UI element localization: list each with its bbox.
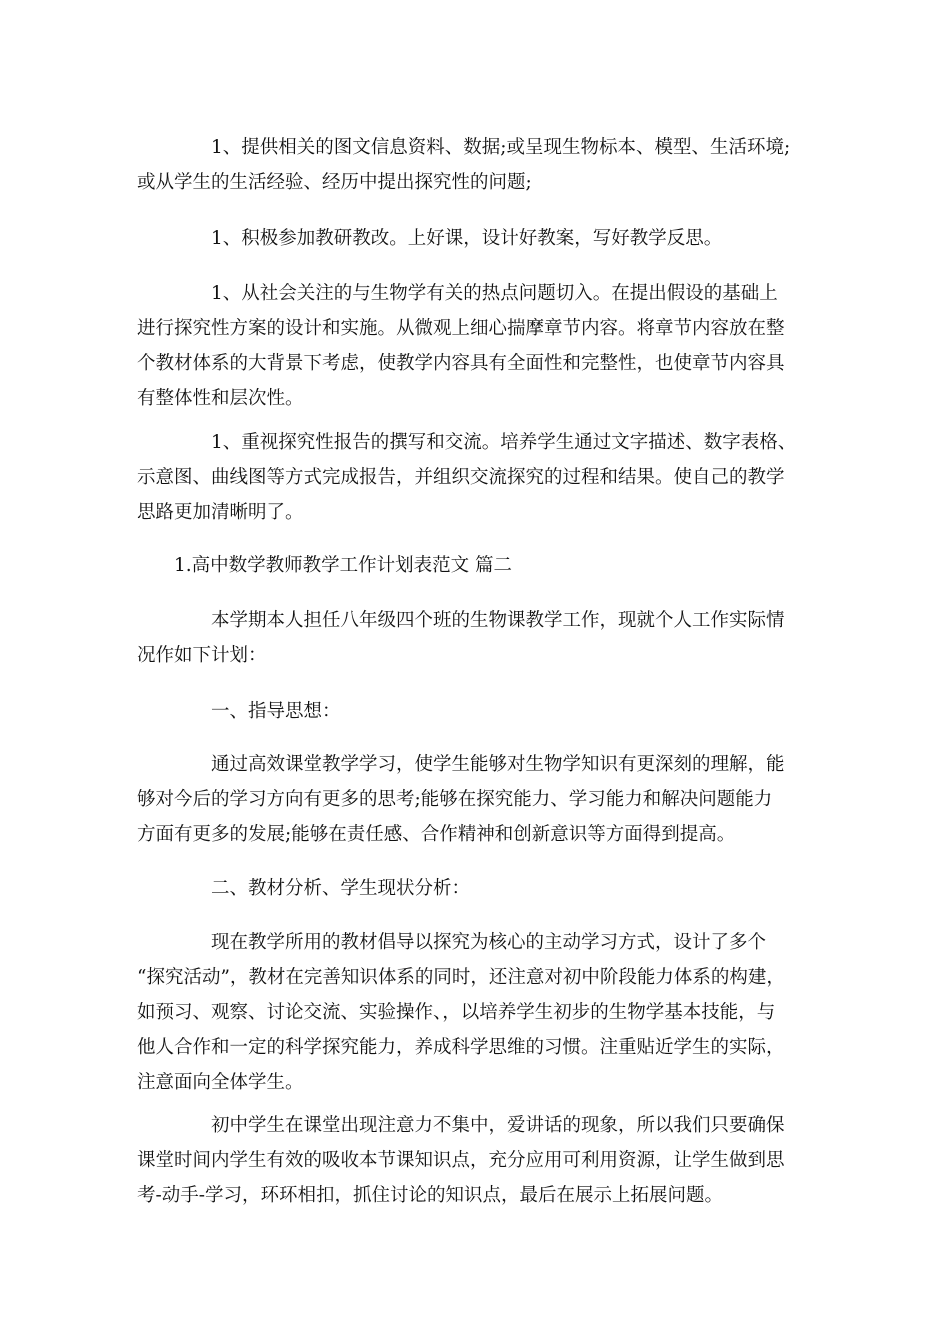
paragraph-line: 进行探究性方案的设计和实施。从微观上细心揣摩章节内容。将章节内容放在整 (137, 318, 785, 339)
paragraph-9 (137, 925, 813, 1100)
paragraph-6 (137, 694, 813, 729)
paragraph-line: 示意图、曲线图等方式完成报告，并组织交流探究的过程和结果。使自己的教学 (137, 467, 785, 488)
paragraph-line: 他人合作和一定的科学探究能力，养成科学思维的习惯。注重贴近学生的实际， (137, 1037, 785, 1058)
paragraph-line: “探究活动”，教材在完善知识体系的同时，还注意对初中阶段能力体系的构建， (137, 967, 785, 988)
paragraph-line: 二、教材分析、学生现状分析： (211, 878, 471, 899)
paragraph-line: 1、重视探究性报告的撰写和交流。培养学生通过文字描述、数字表格、 (211, 432, 797, 453)
paragraph-line: 或从学生的生活经验、经历中提出探究性的问题; (137, 172, 532, 193)
paragraph-line: 一、指导思想： (211, 701, 341, 722)
paragraph-3 (137, 276, 813, 416)
paragraph-line: 现在教学所用的教材倡导以探究为核心的主动学习方式，设计了多个 (211, 932, 767, 953)
paragraph-line: 注意面向全体学生。 (137, 1072, 304, 1093)
paragraph-line: 1、提供相关的图文信息资料、数据;或呈现生物标本、模型、生活环境; (211, 137, 791, 158)
paragraph-8 (137, 871, 813, 906)
paragraph-line: 思路更加清晰明了。 (137, 502, 304, 523)
paragraph-10 (137, 1108, 813, 1213)
paragraph-line: 课堂时间内学生有效的吸收本节课知识点，充分应用可利用资源，让学生做到思 (137, 1150, 785, 1171)
section-heading: 1.高中数学教师教学工作计划表范文 篇二 (174, 555, 513, 576)
paragraph-line: 况作如下计划： (137, 645, 267, 666)
paragraph-5 (137, 603, 813, 673)
paragraph-line: 本学期本人担任八年级四个班的生物课教学工作，现就个人工作实际情 (211, 610, 785, 631)
paragraph-line: 如预习、观察、讨论交流、实验操作、，以培养学生初步的生物学基本技能，与 (137, 1002, 776, 1023)
paragraph-line: 个教材体系的大背景下考虑，使教学内容具有全面性和完整性，也使章节内容具 (137, 353, 785, 374)
paragraph-1 (137, 130, 813, 200)
paragraph-line: 1、积极参加教研教改。上好课，设计好教案，写好教学反思。 (211, 228, 723, 249)
paragraph-line: 初中学生在课堂出现注意力不集中，爱讲话的现象，所以我们只要确保 (211, 1115, 785, 1136)
paragraph-line: 有整体性和层次性。 (137, 388, 304, 409)
paragraph-line: 方面有更多的发展;能够在责任感、合作精神和创新意识等方面得到提高。 (137, 824, 736, 845)
paragraph-7 (137, 747, 813, 852)
paragraph-line: 考-动手-学习，环环相扣，抓住讨论的知识点，最后在展示上拓展问题。 (137, 1185, 724, 1206)
paragraph-line: 通过高效课堂教学学习，使学生能够对生物学知识有更深刻的理解，能 (211, 754, 785, 775)
paragraph-line: 够对今后的学习方向有更多的思考;能够在探究能力、学习能力和解决问题能力 (137, 789, 773, 810)
paragraph-2 (137, 221, 813, 256)
paragraph-4 (137, 425, 813, 530)
paragraph-line: 1、从社会关注的与生物学有关的热点问题切入。在提出假设的基础上 (211, 283, 778, 304)
